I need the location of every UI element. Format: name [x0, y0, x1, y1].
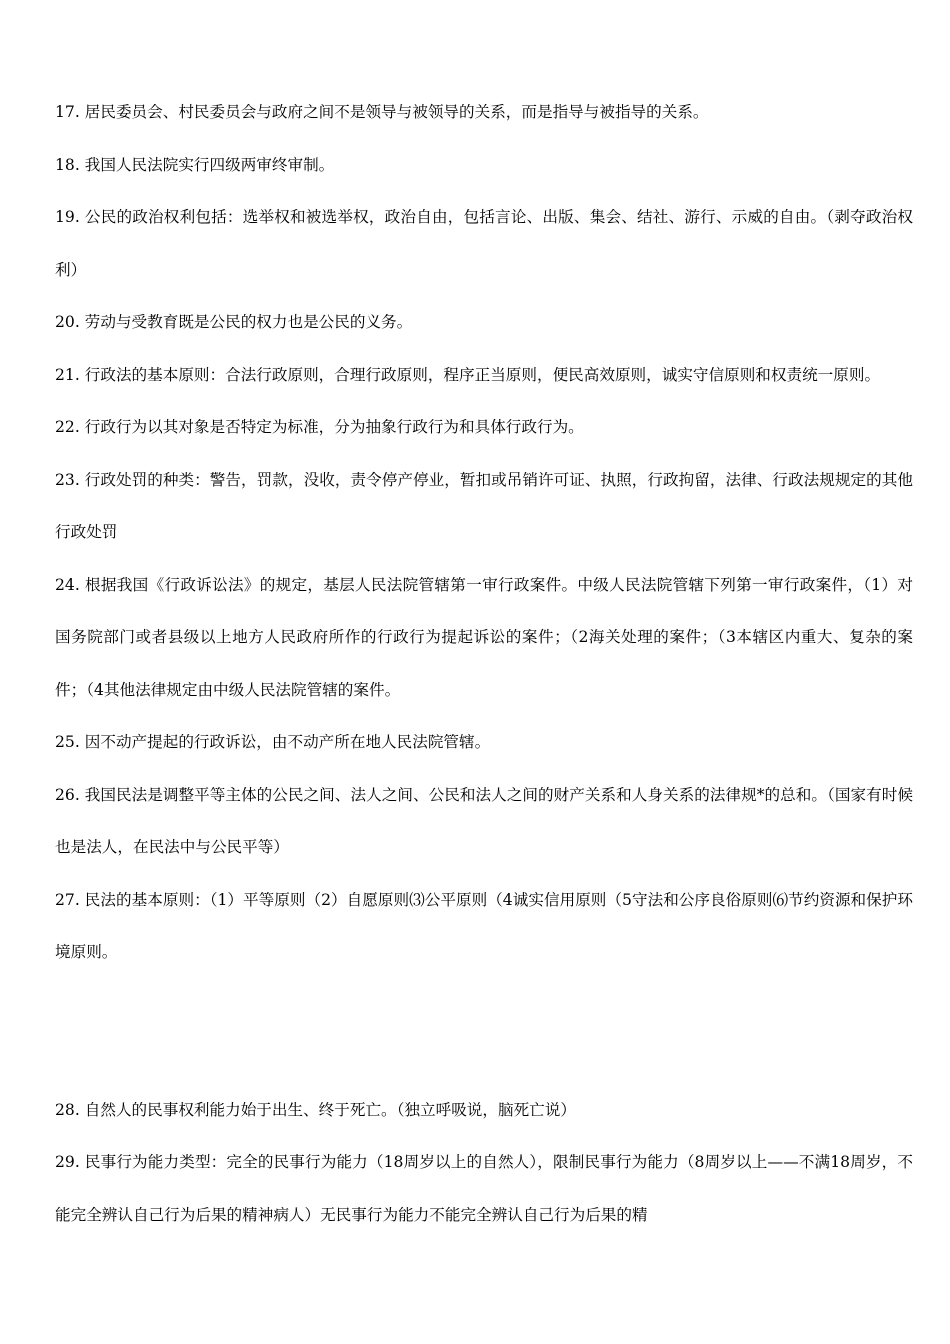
- paragraph-17: 17. 居民委员会、村民委员会与政府之间不是领导与被领导的关系，而是指导与被指导的关系。: [55, 103, 709, 121]
- paragraph-20: 20. 劳动与受教育既是公民的权力也是公民的义务。: [55, 313, 413, 331]
- paragraph-19: 19. 公民的政治权利包括：选举权和被选举权，政治自由，包括言论、出版、集会、结社、游行、示威的自由。（剥夺政治权利）: [55, 208, 913, 279]
- paragraph-26: 26. 我国民法是调整平等主体的公民之间、法人之间、公民和法人之间的财产关系和人身关系的法律规*的总和。（国家有时候也是法人，在民法中与公民平等）: [55, 785, 913, 856]
- blank-gap: [55, 979, 913, 1084]
- paragraph-18: 18. 我国人民法院实行四级两审终审制。: [55, 155, 335, 174]
- document-page: [55, 86, 913, 1241]
- paragraph-28: 28. 自然人的民事权利能力始于出生、终于死亡。（独立呼吸说，脑死亡说）: [55, 1100, 576, 1119]
- paragraph-23: 23. 行政处罚的种类：警告，罚款，没收，责令停产停业，暂扣或吊销许可证、执照，行政拘留，法律、行政法规规定的其他行政处罚: [55, 470, 913, 541]
- paragraph-22: 22. 行政行为以其对象是否特定为标准，分为抽象行政行为和具体行政行为。: [55, 418, 584, 436]
- paragraph-29: 29. 民事行为能力类型：完全的民事行为能力（18周岁以上的自然人），限制民事行为能力（8周岁以上——不满18周岁，不能完全辨认自己行为后果的精神病人）无民事行为能力不能完全辨认自己行为后果的精: [55, 1153, 913, 1224]
- paragraph-21: 21. 行政法的基本原则：合法行政原则，合理行政原则，程序正当原则，便民高效原则，诚实守信原则和权责统一原则。: [55, 365, 881, 384]
- paragraph-24: 24. 根据我国《行政诉讼法》的规定，基层人民法院管辖第一审行政案件。中级人民法院管辖下列第一审行政案件，（1）对国务院部门或者县级以上地方人民政府所作的行政行为提起诉讼的案件；（2海关处理的案件；（3本辖区内重大、复杂的案件；（4其他法律规定由中级人民法院管辖的案件。: [55, 575, 913, 699]
- paragraph-25: 25. 因不动产提起的行政诉讼，由不动产所在地人民法院管辖。: [55, 733, 491, 751]
- paragraph-27: 27. 民法的基本原则：（1）平等原则（2）自愿原则⑶公平原则（4诚实信用原则（5守法和公序良俗原则⑹节约资源和保护环境原则。: [55, 890, 913, 961]
